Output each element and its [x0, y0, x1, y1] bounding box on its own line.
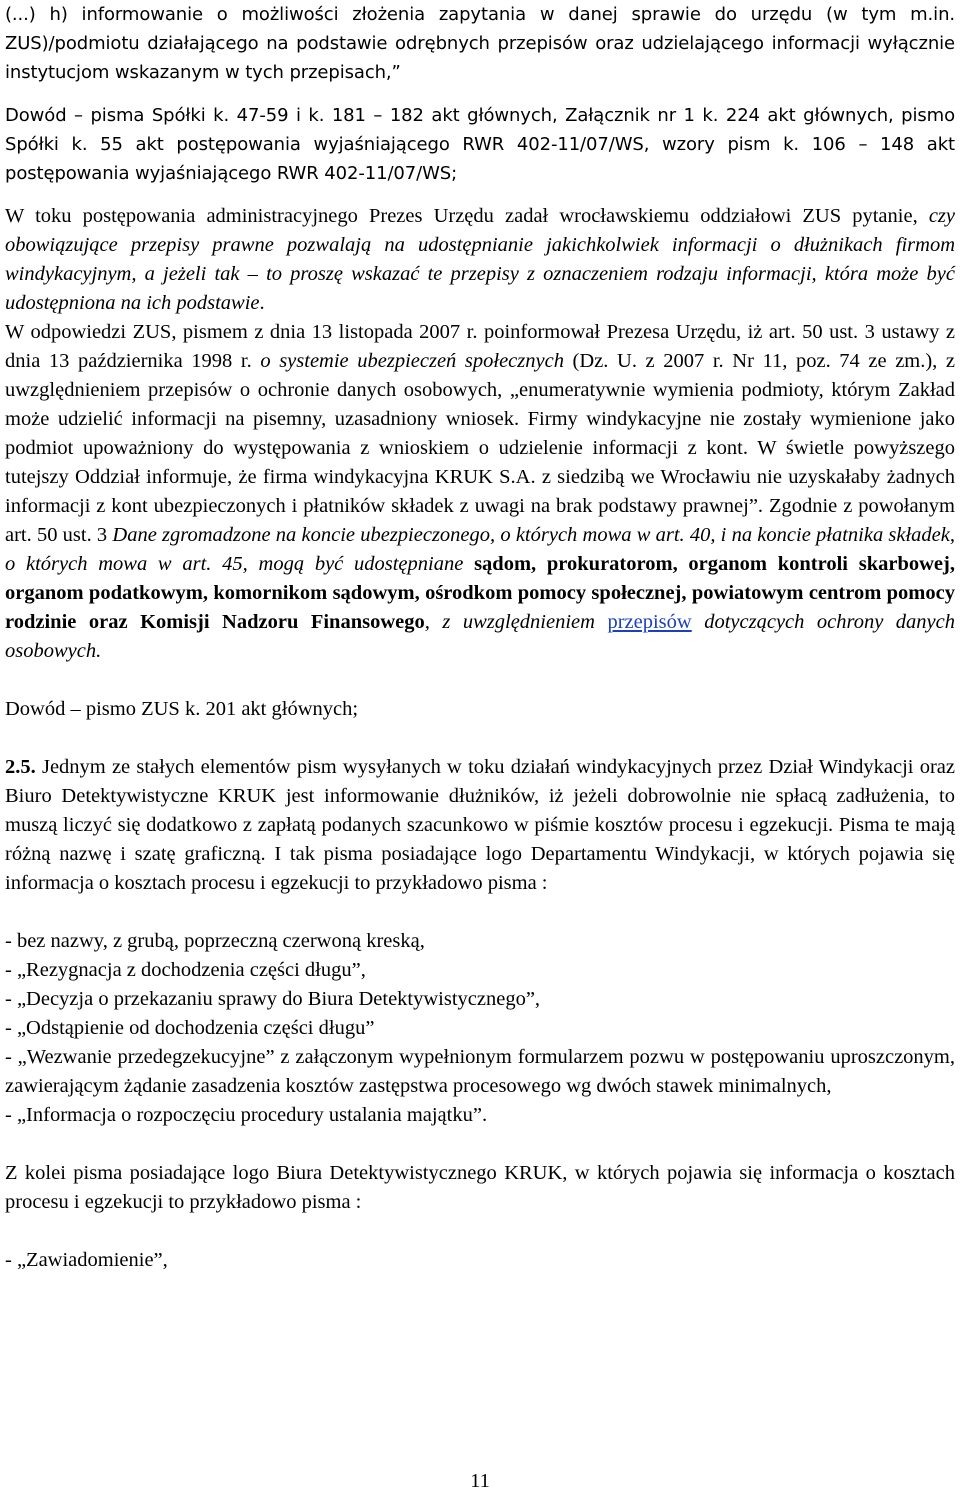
article-quote-end: dotyczących ochrony danych osobowych.: [5, 611, 955, 662]
document-page: [5, 0, 955, 1275]
page-number: 11: [470, 1470, 490, 1492]
zus-answer-paragraph: [5, 318, 955, 666]
department-letters-list: [5, 927, 955, 1130]
list-item: - „Rezygnacja z dochodzenia części długu”,: [5, 959, 366, 981]
article-quote: Dane zgromadzone na koncie ubezpieczonego, o których mowa w art. 40, i na koncie płatnika składek, o których mowa w art. 45, mogą być udostępniane: [5, 524, 956, 575]
regulations-link[interactable]: przepisów: [607, 611, 692, 633]
act-title: o systemie ubezpieczeń społecznych: [260, 350, 564, 372]
section-number: 2.5.: [5, 756, 36, 778]
zus-answer-text: W odpowiedzi ZUS, pismem z dnia 13 listopada 2007 r. poinformował Prezesa Urzędu, iż art. 50 ust. 3 ustawy z dnia 13 października 1998 r.: [5, 321, 955, 372]
article-quote-continued: , z uwzględnieniem: [424, 611, 608, 633]
zus-question-end: .: [259, 292, 265, 314]
zus-question-text: W toku postępowania administracyjnego Prezes Urzędu zadał wrocławskiemu oddziałowi ZUS pytanie,: [5, 205, 929, 227]
section-text: Jednym ze stałych elementów pism wysyłanych w toku działań windykacyjnych przez Dział Windykacji oraz Biuro Detektywistyczne KRUK jest informowanie dłużników, iż jeżeli dobrowolnie nie spłacą zadłużenia, to muszą liczyć się dodatkowo z zapłatą podanych szacunkowo w piśmie kosztów procesu i egzekucji. Pisma te mają różną nazwę i szatę graficzną. I tak pisma posiadające logo Departamentu Windykacji, w których pojawia się informacja o kosztach procesu i egzekucji to przykładowo pisma :: [5, 756, 955, 894]
list-item: - „Zawiadomienie”,: [5, 1249, 168, 1271]
zus-answer-middle: (Dz. U. z 2007 r. Nr 11, poz. 74 ze zm.), z uwzględnieniem przepisów o ochronie danych osobowych, „enumeratywnie wymienia podmioty, którym Zakład może udzielić informacji na pisemny, uzasadniony wniosek. Firmy windykacyjne nie zostały wymienione jako podmiot upoważniony do występowania z wnioskiem o udzielenie informacji z kont. W świetle powyższego tutejszy Oddział informuje, że firma windykacyjna KRUK S.A. z siedzibą we Wrocławiu nie uzyskałaby żadnych informacji z kont ubezpieczonych i płatników składek z uwagi na brak podstawy prawnej”. Zgodnie z powołanym art. 50 ust. 3: [5, 350, 956, 546]
evidence-paragraph-1: Dowód – pisma Spółki k. 47-59 i k. 181 – 182 akt głównych, Załącznik nr 1 k. 224 akt głównych, pismo Spółki k. 55 akt postępowania wyjaśniającego RWR 402-11/07/WS, wzory pism k. 106 – 148 akt postępowania wyjaśniającego RWR 402-11/07/WS;: [5, 105, 955, 184]
list-item: - bez nazwy, z grubą, poprzeczną czerwoną kreską,: [5, 930, 425, 952]
list-item: - „Informacja o rozpoczęciu procedury ustalania majątku”.: [5, 1104, 488, 1126]
zus-question-paragraph: [5, 202, 955, 318]
evidence-paragraph-2: Dowód – pismo ZUS k. 201 akt głównych;: [5, 698, 359, 720]
zus-question-italic: czy obowiązujące przepisy prawne pozwalają na udostępnianie jakichkolwiek informacji o dłużnikach firmom windykacyjnym, a jeżeli tak – to proszę wskazać te przepisy z oznaczeniem rodzaju informacji, która może być udostępniona na ich podstawie: [5, 205, 955, 314]
detective-letters-list: [5, 1246, 955, 1275]
list-item: - „Decyzja o przekazaniu sprawy do Biura Detektywistycznego”,: [5, 988, 541, 1010]
intro-paragraph: (...) h) informowanie o możliwości złożenia zapytania w danej sprawie do urzędu (w tym m.in. ZUS)/podmiotu działającego na podstawie odrębnych przepisów oraz udzielającego informacji wyłącznie instytucjom wskazanym w tych przepisach,”: [5, 4, 955, 83]
list-item: - „Wezwanie przedegzekucyjne” z załączonym wypełnionym formularzem pozwu w postępowaniu uproszczonym, zawierającym żądanie zasadzenia kosztów zastępstwa procesowego wg dwóch stawek minimalnych,: [5, 1046, 955, 1097]
detective-bureau-paragraph: Z kolei pisma posiadające logo Biura Detektywistycznego KRUK, w których pojawia się informacja o kosztach procesu i egzekucji to przykładowo pisma :: [5, 1162, 955, 1213]
section-paragraph: [5, 753, 955, 898]
list-item: - „Odstąpienie od dochodzenia części długu”: [5, 1017, 375, 1039]
authorized-bodies: sądom, prokuratorom, organom kontroli skarbowej, organom podatkowym, komornikom sądowym, ośrodkom pomocy społecznej, powiatowym centrom pomocy rodzinie oraz Komisji Nadzoru Finansowego: [5, 553, 955, 633]
